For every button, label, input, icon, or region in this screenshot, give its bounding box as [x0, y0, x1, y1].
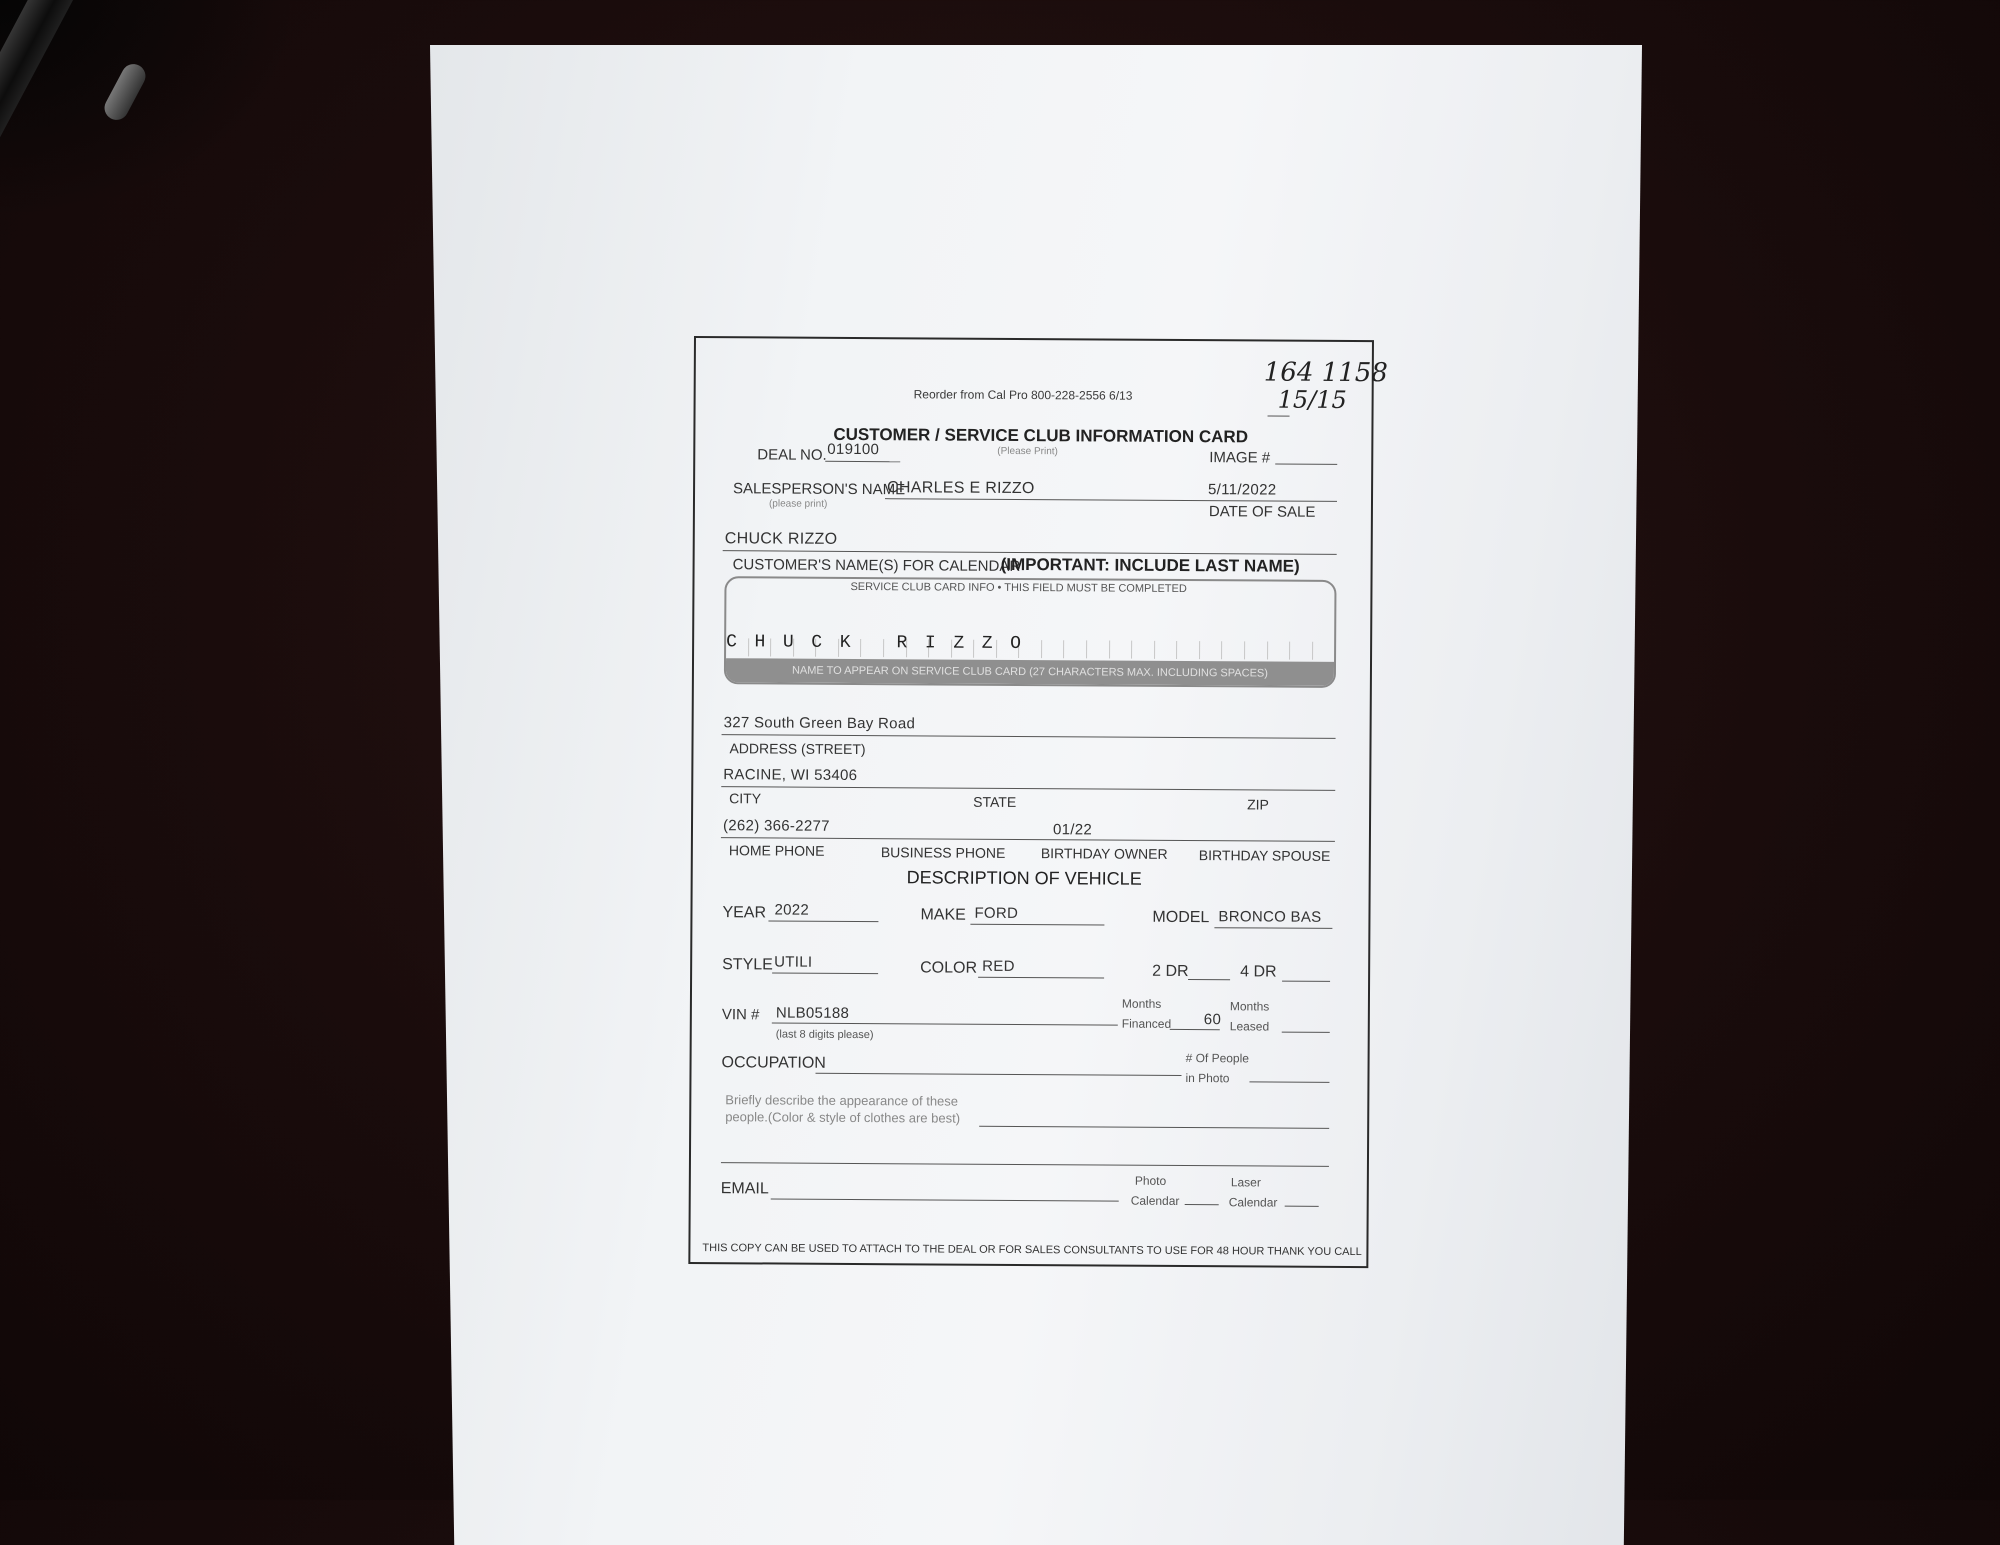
- service-club-footer: NAME TO APPEAR ON SERVICE CLUB CARD (27 CHARACTERS MAX. INCLUDING SPACES): [791, 664, 1268, 680]
- vin-value: NLB05188: [775, 1004, 850, 1022]
- service-club-header: SERVICE CLUB CARD INFO • THIS FIELD MUST BE COMPLETED: [850, 580, 1187, 596]
- year-label: YEAR: [722, 904, 767, 922]
- months-leased-bottom: Leased: [1229, 1019, 1270, 1034]
- color-value: RED: [982, 957, 1015, 975]
- handwritten-number: 164 1158: [1263, 357, 1388, 389]
- salesperson-line: [885, 498, 1337, 502]
- describe-line-2: people.(Color & style of clothes are best): [725, 1109, 961, 1126]
- city-label: CITY: [729, 790, 762, 807]
- months-financed-value: 60: [1203, 1011, 1222, 1029]
- make-label: MAKE: [920, 906, 966, 924]
- year-value: 2022: [774, 901, 810, 919]
- zip-label: ZIP: [1247, 796, 1269, 813]
- calendar-name-label: CUSTOMER'S NAME(S) FOR CALENDAR: [732, 556, 1021, 575]
- model-value: BRONCO BAS: [1218, 908, 1322, 926]
- important-note: (IMPORTANT: INCLUDE LAST NAME): [1000, 554, 1300, 576]
- information-card: [688, 336, 1388, 1268]
- vehicle-title: DESCRIPTION OF VEHICLE: [906, 867, 1142, 889]
- laser-calendar-bottom: Calendar: [1228, 1195, 1278, 1210]
- footer-note: THIS COPY CAN BE USED TO ATTACH TO THE DEAL OR FOR SALES CONSULTANTS TO USE FOR 48 HOUR THANK YOU CALL: [702, 1242, 1362, 1259]
- occupation-label: OCCUPATION: [721, 1054, 826, 1072]
- model-line: [1214, 927, 1332, 929]
- date-of-sale-value: 5/11/2022: [1208, 481, 1277, 499]
- year-line: [768, 920, 878, 922]
- people-in-photo-bottom: in Photo: [1185, 1071, 1230, 1086]
- months-financed-bottom: Financed: [1121, 1016, 1172, 1031]
- state-label: STATE: [973, 793, 1017, 810]
- business-phone-label: BUSINESS PHONE: [880, 844, 1006, 861]
- people-in-photo-line: [1249, 1081, 1329, 1082]
- photo-calendar-top: Photo: [1134, 1173, 1167, 1188]
- service-club-footer-bar: [726, 658, 1334, 686]
- phones-line: [721, 837, 1335, 842]
- handwritten-fraction: 15/15: [1277, 385, 1347, 414]
- deal-value: 019100: [827, 440, 880, 459]
- style-label: STYLE: [722, 956, 773, 974]
- service-club-box: [724, 576, 1337, 688]
- color-line: [978, 977, 1104, 979]
- form-title: CUSTOMER / SERVICE CLUB INFORMATION CARD: [833, 424, 1249, 447]
- deal-line: [825, 461, 900, 462]
- two-door-label: 2 DR: [1152, 962, 1189, 981]
- email-label: EMAIL: [720, 1180, 769, 1198]
- service-club-letters: CHUCK RIZZO: [726, 632, 1039, 655]
- handwritten-underline: [1268, 416, 1290, 417]
- model-label: MODEL: [1152, 908, 1210, 927]
- birthday-owner-value: 01/22: [1052, 821, 1093, 839]
- city-line: [721, 786, 1335, 791]
- laser-calendar-top: Laser: [1230, 1175, 1261, 1190]
- image-line: [1275, 464, 1337, 465]
- deal-label: DEAL NO.: [757, 446, 827, 464]
- months-leased-top: Months: [1229, 999, 1270, 1014]
- photo-calendar-bottom: Calendar: [1130, 1193, 1180, 1208]
- four-door-label: 4 DR: [1240, 963, 1277, 981]
- address-line: [722, 734, 1336, 739]
- four-door-line: [1282, 981, 1330, 982]
- home-phone-label: HOME PHONE: [728, 842, 825, 859]
- people-in-photo-top: # Of People: [1185, 1051, 1250, 1066]
- months-financed-line: [1170, 1029, 1220, 1030]
- describe-line-a: [979, 1126, 1329, 1129]
- laser-calendar-line: [1285, 1206, 1319, 1207]
- salesperson-sublabel: (please print): [768, 498, 828, 510]
- make-line: [970, 924, 1104, 926]
- describe-line-1: Briefly describe the appearance of these: [725, 1092, 959, 1109]
- vin-line: [772, 1022, 1118, 1025]
- reorder-note: Reorder from Cal Pro 800-228-2556 6/13: [913, 387, 1133, 403]
- describe-line-b: [721, 1162, 1329, 1167]
- email-line: [771, 1198, 1119, 1201]
- address-value: 327 South Green Bay Road: [723, 714, 916, 733]
- make-value: FORD: [974, 904, 1019, 922]
- image-label: IMAGE #: [1209, 449, 1271, 467]
- home-phone-value: (262) 366-2277: [722, 817, 830, 835]
- salesperson-label: SALESPERSON'S NAME: [733, 480, 906, 499]
- date-of-sale-label: DATE OF SALE: [1208, 503, 1316, 521]
- months-leased-line: [1282, 1032, 1330, 1033]
- color-label: COLOR: [920, 959, 978, 977]
- vin-note: (last 8 digits please): [775, 1028, 874, 1042]
- birthday-spouse-label: BIRTHDAY SPOUSE: [1198, 847, 1331, 864]
- city-value: RACINE, WI 53406: [723, 766, 858, 785]
- style-value: UTILI: [774, 953, 813, 971]
- style-line: [772, 972, 878, 974]
- occupation-line: [815, 1073, 1181, 1076]
- please-print-note: (Please Print): [997, 445, 1058, 458]
- months-financed-top: Months: [1121, 996, 1162, 1011]
- birthday-owner-label: BIRTHDAY OWNER: [1040, 845, 1168, 862]
- calendar-name-value: CHUCK RIZZO: [724, 530, 838, 548]
- address-label: ADDRESS (STREET): [729, 740, 866, 758]
- photo-calendar-line: [1185, 1204, 1219, 1205]
- vin-label: VIN #: [721, 1006, 760, 1024]
- salesperson-value: CHARLES E RIZZO: [887, 479, 1035, 498]
- two-door-line: [1188, 979, 1230, 980]
